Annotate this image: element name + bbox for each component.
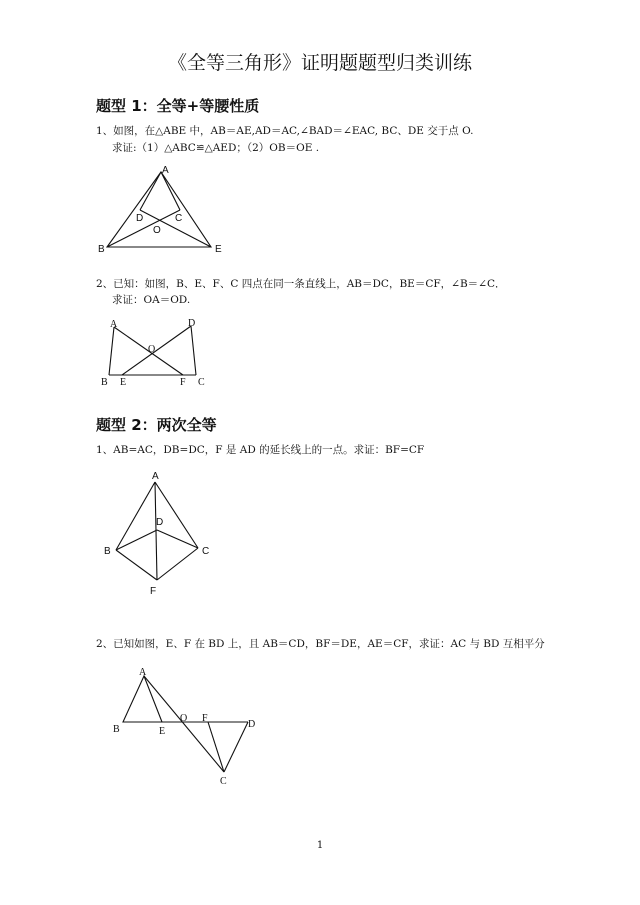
label-d: D: [136, 213, 144, 224]
figure-1-triangle-abe: [95, 160, 235, 260]
label-o: O: [153, 225, 161, 236]
problem-1-2-text: 2、已知：如图，B、E、F、C 四点在同一条直线上，AB＝DC，BE＝CF，∠B＝∠C．: [96, 278, 506, 290]
problem-1-1-text: 1、如图，在△ABE 中，AB＝AE,AD＝AC,∠BAD＝∠EAC, BC、DE 交于点 O.: [96, 125, 474, 137]
label-f: F: [150, 586, 157, 597]
label-e: E: [120, 377, 127, 388]
label-a: A: [162, 165, 169, 176]
figure-4-parallelogram: [108, 664, 268, 786]
figure-2-trapezoid: [100, 318, 210, 390]
section-2-heading: 题型 2：两次全等: [96, 416, 217, 434]
label-a: A: [110, 319, 118, 330]
label-e: E: [215, 244, 222, 255]
label-c: C: [220, 776, 227, 787]
problem-1-2-goal: 求证：OA＝OD.: [112, 294, 191, 306]
problem-1-1-goal: 求证:（1）△ABC≌△AED；（2）OB＝OE .: [112, 142, 320, 154]
problem-2-1-text: 1、AB=AC，DB=DC，F 是 AD 的延长线上的一点。求证：BF=CF: [96, 444, 425, 456]
label-b: B: [104, 546, 111, 557]
page-number: 1: [316, 840, 324, 851]
label-c: C: [175, 213, 183, 224]
label-o: O: [180, 713, 188, 724]
label-f: F: [202, 713, 208, 724]
label-f: F: [180, 377, 186, 388]
label-c: C: [202, 546, 210, 557]
label-c: C: [198, 377, 205, 388]
label-b: B: [101, 377, 108, 388]
section-1-heading: 题型 1：全等+等腰性质: [96, 97, 260, 115]
figure-3-kite: [100, 470, 220, 600]
label-b: B: [98, 244, 105, 255]
label-d: D: [248, 719, 256, 730]
label-b: B: [113, 724, 120, 735]
label-o: O: [148, 344, 156, 355]
label-a: A: [139, 667, 147, 678]
page-title: 《全等三角形》证明题题型归类训练: [167, 52, 472, 74]
label-d: D: [156, 517, 164, 528]
problem-2-2-text: 2、已知如图，E、F 在 BD 上，且 AB＝CD，BF＝DE，AE＝CF，求证：AC 与 BD 互相平分: [96, 638, 545, 650]
label-a: A: [152, 471, 159, 482]
label-e: E: [159, 726, 166, 737]
label-d: D: [188, 318, 196, 329]
